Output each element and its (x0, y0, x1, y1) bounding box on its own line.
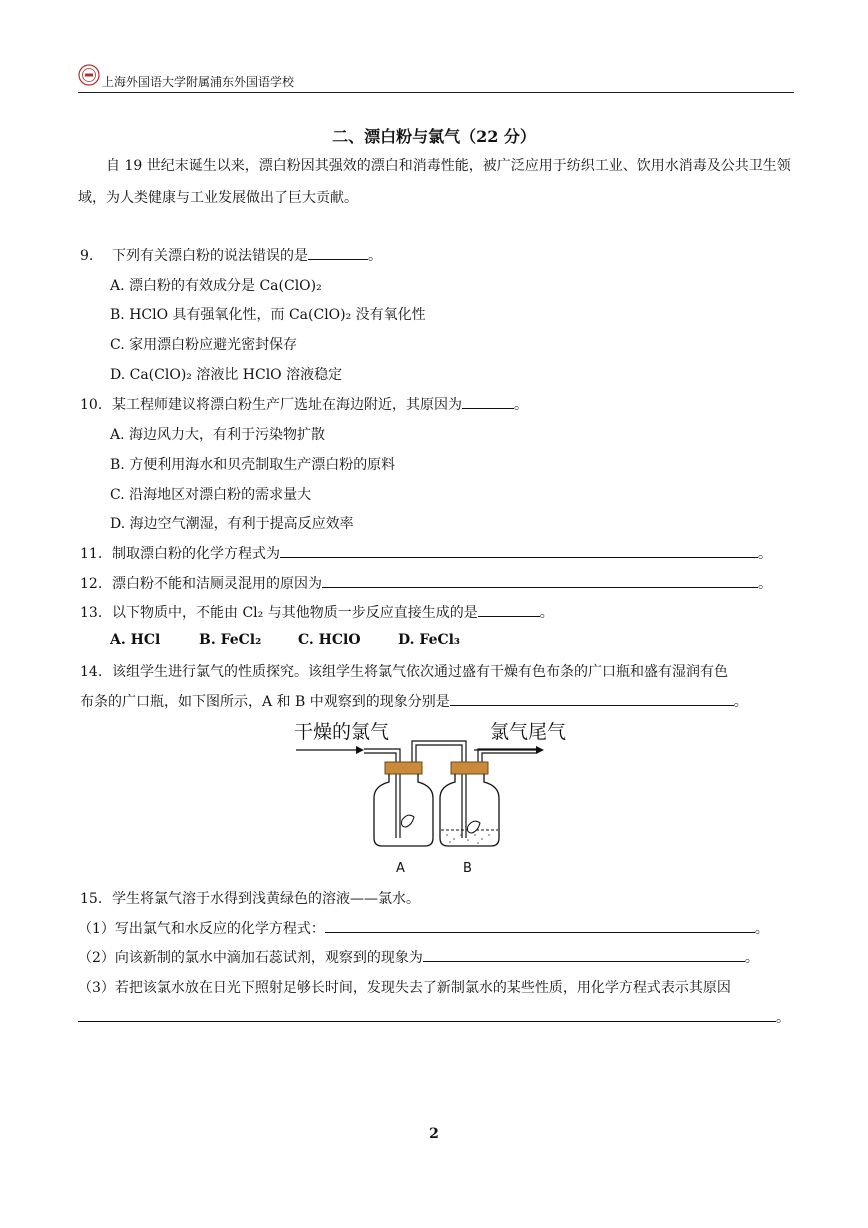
answer-blank[interactable] (462, 394, 514, 409)
question-text-line1: 该组学生进行氯气的性质探究。该组学生将氯气依次通过盛有干燥有色布条的广口瓶和盛有湿润有色 (112, 664, 728, 680)
option-a: A. HCl (110, 632, 161, 648)
stopper-b (451, 762, 488, 774)
subquestion-text: （1）写出氯气和水反应的化学方程式： (78, 921, 325, 937)
dry-cloth-strip-a (402, 815, 415, 827)
answer-blank[interactable] (478, 602, 540, 617)
bottle-a-label: A (396, 861, 405, 876)
question-number: 12. (80, 576, 103, 592)
bottle-b-label: B (463, 861, 472, 876)
question-end: 。 (733, 694, 748, 710)
question-end: 。 (514, 397, 528, 413)
option-b: B. 方便利用海水和贝壳制取生产漂白粉的原料 (110, 457, 396, 473)
question-text-line2: 布条的广口瓶，如下图所示，A 和 B 中观察到的现象分别是 (80, 694, 450, 710)
section-title: 二、漂白粉与氯气（22 分） (332, 127, 536, 146)
question-end: 。 (744, 950, 759, 966)
question-end: 。 (758, 546, 772, 562)
section-intro: 自 19 世纪末诞生以来，漂白粉因其强效的漂白和消毒性能，被广泛应用于纺织工业、饮用水消毒及公共卫生领域，为人类健康与工业发展做出了巨大贡献。 (78, 158, 791, 206)
question-number: 9. (80, 248, 94, 264)
inlet-label: 干燥的氯气 (294, 721, 390, 743)
question-15 (80, 888, 420, 908)
question-15-sub3 (78, 977, 731, 997)
question-13 (80, 602, 554, 622)
question-number: 15. (80, 891, 103, 907)
answer-blank[interactable] (280, 543, 758, 558)
bottle-a (374, 774, 433, 846)
question-end: 。 (539, 605, 554, 621)
question-end: 。 (754, 921, 769, 937)
outlet-tube-inner (482, 753, 536, 764)
connecting-tube-inner (416, 745, 462, 838)
question-stem: 下列有关漂白粉的说法错误的是 (112, 248, 308, 264)
question-number: 13. (80, 605, 103, 621)
answer-blank[interactable] (450, 691, 734, 706)
school-logo-icon (78, 64, 100, 86)
inlet-arrowhead-icon (356, 746, 364, 754)
option-d: D. 海边空气潮湿，有利于提高反应效率 (110, 516, 354, 532)
question-12 (80, 573, 772, 593)
question-15-sub3-answer (78, 1007, 790, 1027)
question-14-line2 (80, 691, 748, 711)
answer-blank[interactable] (423, 947, 745, 962)
option-c: C. HClO (298, 632, 361, 648)
water-dots-b (446, 834, 490, 844)
apparatus-figure (292, 716, 582, 878)
option-d: D. Ca(ClO)₂ 溶液比 HClO 溶液稳定 (110, 367, 343, 383)
option-a: A. 漂白粉的有效成分是 Ca(ClO)₂ (110, 278, 322, 294)
bottle-b (440, 774, 499, 846)
subquestion-text: （2）向该新制的氯水中滴加石蕊试剂，观察到的现象为 (78, 950, 423, 966)
answer-blank[interactable] (325, 918, 755, 933)
subquestion-text: （3）若把该氯水放在日光下照射足够长时间，发现失去了新制氯水的某些性质，用化学方程式表示其原因 (78, 980, 731, 996)
question-14 (80, 661, 728, 681)
connecting-tube (412, 741, 466, 838)
question-stem: 制取漂白粉的化学方程式为 (112, 546, 280, 562)
outlet-label: 氯气尾气 (490, 721, 567, 743)
question-end: 。 (776, 1010, 790, 1026)
page-header (78, 62, 794, 93)
question-number: 11. (80, 546, 103, 562)
option-c: C. 家用漂白粉应避光密封保存 (110, 337, 298, 353)
outlet-arrowhead-icon (536, 746, 544, 754)
question-15-sub1 (78, 918, 769, 938)
answer-blank[interactable] (308, 245, 368, 260)
school-name: 上海外国语大学附属浦东外国语学校 (102, 75, 295, 89)
option-d: D. FeCl₃ (398, 632, 461, 648)
question-number: 10. (80, 397, 103, 413)
question-10 (80, 394, 528, 414)
option-b: B. HClO 具有强氧化性，而 Ca(ClO)₂ 没有氧化性 (110, 307, 426, 323)
question-stem: 以下物质中，不能由 Cl₂ 与其他物质一步反应直接生成的是 (112, 605, 478, 621)
answer-blank[interactable] (322, 573, 758, 588)
question-number: 14. (80, 664, 103, 680)
option-b: B. FeCl₂ (199, 632, 262, 648)
question-stem: 漂白粉不能和洁厕灵混用的原因为 (112, 576, 322, 592)
question-15-sub2 (78, 947, 759, 967)
option-c: C. 沿海地区对漂白粉的需求量大 (110, 487, 312, 503)
question-end: 。 (368, 248, 382, 264)
wet-cloth-strip-b (468, 821, 481, 833)
wash-bottles-diagram (292, 716, 582, 878)
option-a: A. 海边风力大，有利于污染物扩散 (110, 427, 326, 443)
question-11 (80, 543, 772, 563)
stopper-a (385, 762, 422, 774)
question-stem: 学生将氯气溶于水得到浅黄绿色的溶液——氯水。 (112, 891, 420, 907)
page-number: 2 (429, 1126, 439, 1142)
question-stem: 某工程师建议将漂白粉生产厂选址在海边附近，其原因为 (112, 397, 462, 413)
question-end: 。 (758, 576, 772, 592)
question-9 (80, 245, 382, 265)
answer-blank[interactable] (78, 1007, 776, 1022)
